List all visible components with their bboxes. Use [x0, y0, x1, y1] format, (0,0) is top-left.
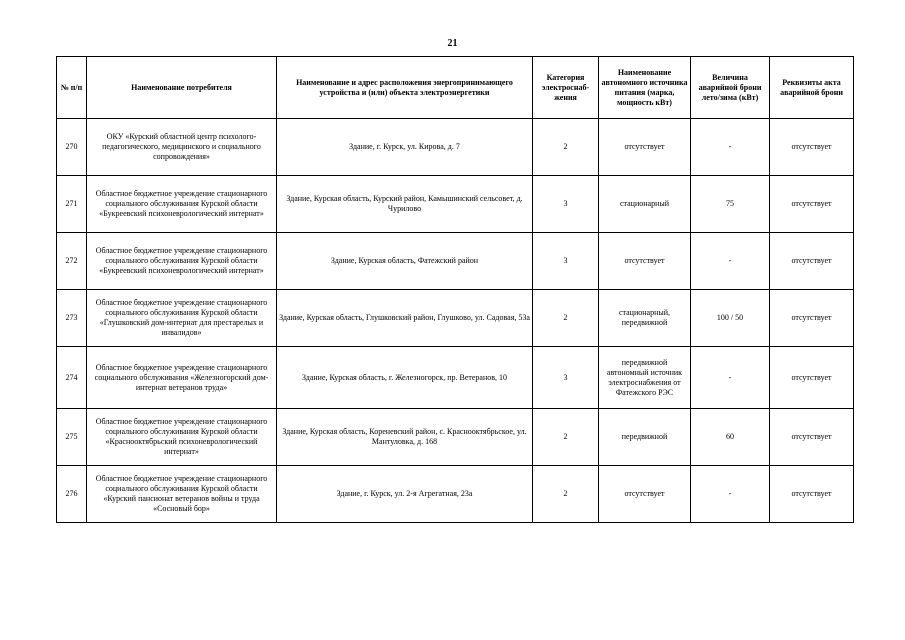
table-row — [57, 119, 854, 176]
cell-reserve: 100 / 50 — [691, 290, 770, 347]
table-row — [57, 347, 854, 409]
cell-consumer: Областное бюджетное учреждение стационарного социального обслуживания Курской области «Букреевский психоневрологический интернат» — [87, 233, 277, 290]
cell-reserve: 60 — [691, 409, 770, 466]
cell-object: Здание, Курская область, Кореневский район, с. Краснооктябрьское, ул. Мантуловка, д. 168 — [277, 409, 533, 466]
cell-num: 273 — [57, 290, 87, 347]
header-reserve: Величина аварийной брони лето/зима (кВт) — [691, 57, 770, 119]
cell-num: 275 — [57, 409, 87, 466]
page-number: 21 — [447, 38, 458, 49]
cell-source: стационарный — [599, 176, 691, 233]
header-row — [57, 57, 854, 119]
cell-reserve: 75 — [691, 176, 770, 233]
table-row — [57, 290, 854, 347]
cell-source: передвижной — [599, 409, 691, 466]
table-row — [57, 176, 854, 233]
cell-reserve: - — [691, 233, 770, 290]
cell-category: 2 — [533, 409, 599, 466]
cell-object: Здание, Курская область, г. Железногорск, пр. Ветеранов, 10 — [277, 347, 533, 409]
cell-consumer: Областное бюджетное учреждение стационарного социального обслуживания Курской области «Курский пансионат ветеранов войны и труда «Сосновый бор» — [87, 466, 277, 523]
table-row — [57, 409, 854, 466]
cell-consumer: ОКУ «Курский областной центр психолого-педагогического, медицинского и социального сопровождения» — [87, 119, 277, 176]
cell-source: отсутствует — [599, 233, 691, 290]
cell-reserve: - — [691, 347, 770, 409]
cell-num: 276 — [57, 466, 87, 523]
cell-category: 3 — [533, 176, 599, 233]
cell-act: отсутствует — [770, 466, 854, 523]
cell-object: Здание, Курская область, Фатежский район — [277, 233, 533, 290]
cell-object: Здание, Курская область, Курский район, Камышинский сельсовет, д. Чурилово — [277, 176, 533, 233]
table-row — [57, 466, 854, 523]
cell-consumer: Областное бюджетное учреждение стационарного социального обслуживания Курской области «Букреевский психоневрологический интернат» — [87, 176, 277, 233]
cell-source: передвижной автономный источник электроснабжения от Фатежского РЭС — [599, 347, 691, 409]
cell-act: отсутствует — [770, 233, 854, 290]
cell-object: Здание, г. Курск, ул. 2-я Агрегатная, 23а — [277, 466, 533, 523]
cell-consumer: Областное бюджетное учреждение стационарного социального обслуживания Курской области «Краснооктябрьский психоневрологический интернат» — [87, 409, 277, 466]
cell-act: отсутствует — [770, 409, 854, 466]
cell-act: отсутствует — [770, 119, 854, 176]
cell-category: 2 — [533, 290, 599, 347]
cell-source: стационарный, передвижной — [599, 290, 691, 347]
cell-category: 3 — [533, 233, 599, 290]
header-act: Реквизиты акта аварийной брони — [770, 57, 854, 119]
cell-num: 272 — [57, 233, 87, 290]
header-num: № п/п — [57, 57, 87, 119]
cell-source: отсутствует — [599, 466, 691, 523]
header-object: Наименование и адрес расположения энергопринимающего устройства и (или) объекта электроэнергетики — [277, 57, 533, 119]
header-category: Категория электроснаб-жения — [533, 57, 599, 119]
table-row — [57, 233, 854, 290]
cell-reserve: - — [691, 466, 770, 523]
cell-category: 3 — [533, 347, 599, 409]
cell-num: 274 — [57, 347, 87, 409]
cell-source: отсутствует — [599, 119, 691, 176]
cell-act: отсутствует — [770, 290, 854, 347]
cell-object: Здание, Курская область, Глушковский район, Глушково, ул. Садовая, 53а — [277, 290, 533, 347]
cell-consumer: Областное бюджетное учреждение стационарного социального обслуживания Курской области «Глушковский дом-интернат для престарелых и инвалидов» — [87, 290, 277, 347]
cell-act: отсутствует — [770, 347, 854, 409]
header-consumer: Наименование потребителя — [87, 57, 277, 119]
cell-num: 270 — [57, 119, 87, 176]
cell-reserve: - — [691, 119, 770, 176]
cell-category: 2 — [533, 466, 599, 523]
cell-consumer: Областное бюджетное учреждение стационарного социального обслуживания «Железногорский дом- интернат ветеранов труда» — [87, 347, 277, 409]
cell-num: 271 — [57, 176, 87, 233]
cell-act: отсутствует — [770, 176, 854, 233]
header-source: Наименование автономного источника питания (марка, мощность кВт) — [599, 57, 691, 119]
cell-object: Здание, г. Курск, ул. Кирова, д. 7 — [277, 119, 533, 176]
registry-table — [56, 56, 854, 523]
cell-category: 2 — [533, 119, 599, 176]
